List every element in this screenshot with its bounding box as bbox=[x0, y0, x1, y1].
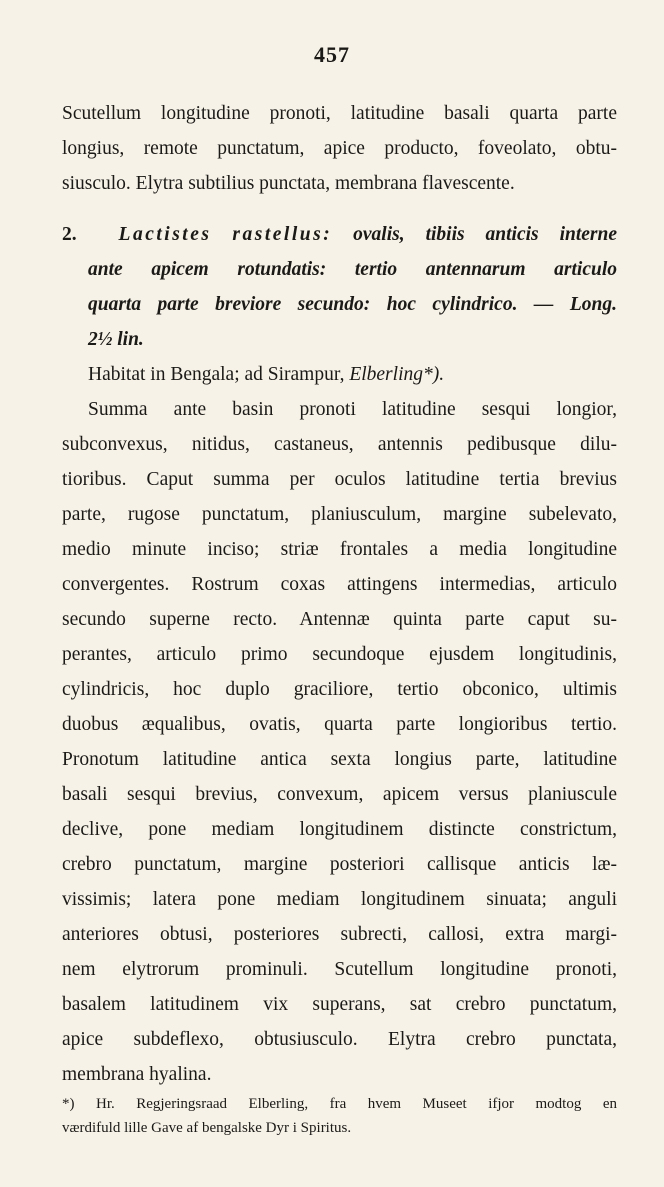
text-line: medio minute inciso; striæ frontales a media longitudine bbox=[62, 539, 617, 560]
footnote-line: værdifuld lille Gave af bengalske Dyr i Spiritus. bbox=[62, 1120, 352, 1136]
text-line: apice subdeflexo, obtusiusculo. Elytra crebro punctata, bbox=[62, 1029, 617, 1050]
footnote bbox=[62, 1092, 617, 1140]
text-line: membrana hyalina. bbox=[62, 1064, 212, 1085]
text-line: duobus æqualibus, ovatis, quarta parte longioribus tertio. bbox=[62, 714, 617, 735]
habitat-text: Habitat in Bengala; ad Sirampur, bbox=[88, 364, 345, 385]
text-body bbox=[62, 96, 617, 1092]
text-line: declive, pone mediam longitudinem distincte constrictum, bbox=[62, 819, 617, 840]
text-line: vissimis; latera pone mediam longitudinem sinuata; anguli bbox=[62, 889, 617, 910]
text-line: parte, rugose punctatum, planiusculum, margine subelevato, bbox=[62, 504, 617, 525]
text-line: longius, remote punctatum, apice producto, foveolato, obtu- bbox=[62, 138, 617, 159]
text-line: cylindricis, hoc duplo graciliore, tertio obconico, ultimis bbox=[62, 679, 617, 700]
text-line: tioribus. Caput summa per oculos latitudine tertia brevius bbox=[62, 469, 617, 490]
species-epithet: rastellus: bbox=[232, 224, 333, 245]
text-line: basalem latitudinem vix superans, sat crebro punctatum, bbox=[62, 994, 617, 1015]
text-line: Scutellum longitudine pronoti, latitudine basali quarta parte bbox=[62, 103, 617, 124]
text-line: Pronotum latitudine antica sexta longius parte, latitudine bbox=[62, 749, 617, 770]
text-line: secundo superne recto. Antennæ quinta parte caput su- bbox=[62, 609, 617, 630]
text-line: Summa ante basin pronoti latitudine sesqui longior, bbox=[88, 399, 617, 420]
footnote-line: *) Hr. Regjeringsraad Elberling, fra hvem Museet ifjor modtog en bbox=[62, 1096, 617, 1112]
intro-paragraph bbox=[62, 96, 617, 201]
diagnosis-line: ante apicem rotundatis: tertio antennarum articulo bbox=[88, 259, 617, 280]
species-number: 2. bbox=[62, 224, 77, 245]
description-paragraph bbox=[62, 392, 617, 1092]
species-length: 2½ lin. bbox=[88, 329, 144, 350]
text-line: nem elytrorum prominuli. Scutellum longitudine pronoti, bbox=[62, 959, 617, 980]
text-line: subconvexus, nitidus, castaneus, antennis pedibusque dilu- bbox=[62, 434, 617, 455]
paragraph-gap bbox=[62, 201, 617, 217]
text-line: siusculo. Elytra subtilius punctata, membrana flavescente. bbox=[62, 173, 515, 194]
text-line: crebro punctatum, margine posteriori callisque anticis læ- bbox=[62, 854, 617, 875]
diagnosis-line: quarta parte breviore secundo: hoc cylindrico. — Long. bbox=[88, 294, 617, 315]
text-line: anteriores obtusi, posteriores subrecti, callosi, extra margi- bbox=[62, 924, 617, 945]
text-line: perantes, articulo primo secundoque ejusdem longitudinis, bbox=[62, 644, 617, 665]
text-line: convergentes. Rostrum coxas attingens intermedias, articulo bbox=[62, 574, 617, 595]
species-heading-line bbox=[62, 217, 617, 252]
diagnosis-start: ovalis, tibiis anticis interne bbox=[353, 224, 618, 245]
collector-name: Elberling*). bbox=[349, 364, 445, 385]
habitat-line bbox=[62, 357, 617, 392]
text-line: basali sesqui brevius, convexum, apicem versus planiuscule bbox=[62, 784, 617, 805]
species-diagnosis bbox=[62, 217, 617, 357]
genus-name: Lactistes bbox=[118, 224, 212, 245]
page-number: 457 bbox=[314, 42, 350, 67]
